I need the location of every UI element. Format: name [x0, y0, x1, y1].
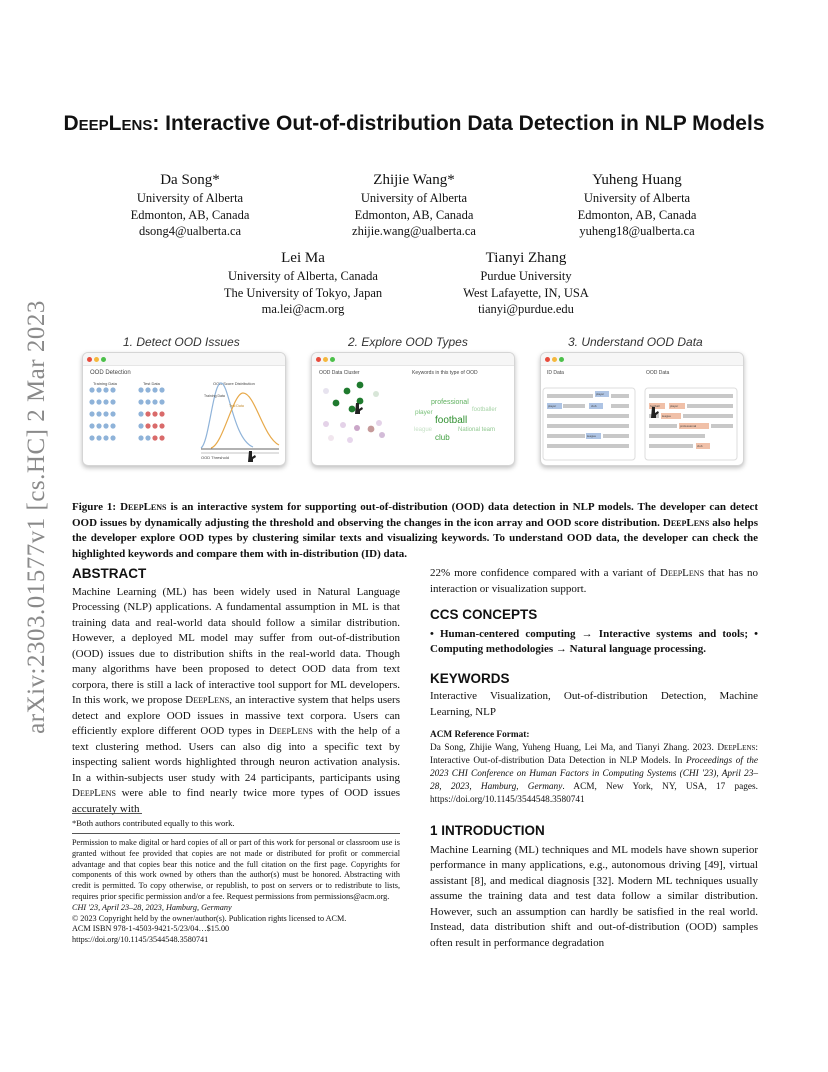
highlight-tag: league	[587, 434, 597, 438]
permission-rule	[72, 833, 400, 834]
doi-line: https://doi.org/10.1145/3544548.3580741	[72, 935, 209, 945]
keyword: footballer	[472, 407, 497, 413]
text-highlight-comparison	[541, 365, 743, 465]
ood-cluster-scatter	[312, 365, 412, 465]
panel-title: OOD Data Cluster	[319, 370, 360, 376]
author-name: Da Song*	[160, 172, 220, 188]
maximize-dot-icon	[559, 357, 564, 362]
legend-test: Test Data	[229, 404, 244, 408]
author-affiliation: Purdue University	[480, 269, 572, 283]
author-affiliation: University of Alberta	[583, 191, 691, 205]
author-block	[70, 170, 310, 240]
panel-title: OOD Data	[646, 370, 670, 376]
panel-column-label: Training Data	[93, 381, 117, 386]
keyword: professional	[431, 399, 469, 406]
acm-reference	[430, 729, 758, 807]
arxiv-identifier: arXiv:2303.01577v1 [cs.HC] 2 Mar 2023	[23, 300, 50, 734]
highlight-tag: professional	[680, 424, 697, 428]
author-location: Edmonton, AB, Canada	[354, 207, 474, 222]
close-dot-icon	[316, 357, 321, 362]
figure-step-label: 1. Detect OOD Issues	[123, 335, 240, 349]
author-email: tianyi@purdue.edu	[478, 302, 574, 316]
abstract-continuation: 22% more confidence compared with a variant of DeepLens that has no interaction or visualization support.	[430, 567, 758, 595]
author-affiliation: University of Alberta	[136, 191, 244, 205]
author-block	[406, 248, 646, 318]
figure-panel-understand	[540, 352, 744, 466]
author-affiliation: University of Alberta	[360, 191, 468, 205]
keyword: player	[415, 409, 433, 416]
caption-text: is an interactive system for supporting out-of-distribution (OOD) data detection in NLP models. The developer can detect OOD issues by dynamically adjusting the threshold and observing the changes in the icon array and OOD score distribution.	[72, 501, 758, 529]
keyword: football	[435, 415, 468, 426]
keywords-title: Keywords in this type of OOD	[412, 370, 478, 376]
panel-title: ID Data	[547, 370, 564, 376]
author-email: dsong4@ualberta.ca	[138, 224, 242, 238]
permission-text: Permission to make digital or hard copies of all or part of this work for personal or classroom use is granted without fee provided that copies are not made or distributed for profit or commercial advantage and that copies bear this notice and the full citation on the first page. Copyrights for components of this work owned by others than the author(s) must be honored. Abstracting with credit is permitted. To copy otherwise, or republish, to post on servers or to redistribute to lists, requires prior specific permission and/or a fee. Request permissions from permissions@acm.org.	[72, 838, 400, 901]
keyword: club	[435, 433, 450, 442]
conference-line: CHI '23, April 23–28, 2023, Hamburg, Germany	[72, 902, 232, 912]
footnote: *Both authors contributed equally to this work.	[72, 818, 235, 828]
minimize-dot-icon	[552, 357, 557, 362]
author-name: Yuheng Huang	[592, 172, 682, 188]
keyword: league	[414, 427, 433, 433]
title-system-name: DeepLens	[63, 112, 153, 135]
author-name: Tianyi Zhang	[485, 250, 567, 266]
maximize-dot-icon	[330, 357, 335, 362]
highlight-tag: club	[697, 444, 703, 448]
legend-training: Training Data	[204, 394, 225, 398]
author-block	[517, 170, 757, 240]
close-dot-icon	[87, 357, 92, 362]
acm-reference-text: Da Song, Zhijie Wang, Yuheng Huang, Lei Ma, and Tianyi Zhang. 2023. DeepLens: Interactive Out-of-distribution Data Detection in NLP Models. In Proceedings of the 2023 CHI Conference on Human Factors in Computing Systems (CHI '23), April 23–28, 2023, Hamburg, Germany. ACM, New York, NY, USA, 17 pages. https://doi.org/10.1145/3544548.3580741	[430, 743, 758, 805]
abstract-heading: ABSTRACT	[72, 566, 147, 581]
acm-reference-heading: ACM Reference Format:	[430, 730, 530, 740]
author-location: The University of Tokyo, Japan	[223, 285, 383, 300]
maximize-dot-icon	[101, 357, 106, 362]
keywords-heading: KEYWORDS	[430, 670, 510, 686]
training-icon-array	[89, 387, 115, 440]
isbn-line: ACM ISBN 978-1-4503-9421-5/23/04…$15.00	[72, 924, 230, 934]
caption-label: Figure 1:	[72, 501, 121, 513]
introduction-body: Machine Learning (ML) techniques and ML models have shown superior performance in many applications, e.g., autonomous driving [49], virtual assistant [8], and medical diagnosis [32]. Modern ML techniques usually assume the training data and test data follow a similar distribution. However, such an assumption can hardly be satisfied in the real world. Instead, data distribution shift and out-of-distribution (OOD) samples often result in performance degradation	[430, 843, 758, 949]
highlight-tag: league	[662, 414, 672, 418]
highlight-tag: player	[548, 404, 557, 408]
cursor-hand-icon	[248, 451, 256, 462]
highlight-tag: club	[591, 404, 597, 408]
author-block	[294, 170, 534, 240]
introduction-heading: 1 INTRODUCTION	[430, 823, 545, 838]
minimize-dot-icon	[94, 357, 99, 362]
figure-caption	[72, 500, 758, 562]
training-distribution-curve	[201, 383, 253, 448]
ccs-body: • Human-centered computing → Interactive systems and tools; • Computing methodologies → Natural language processing.	[430, 627, 758, 655]
author-email: yuheng18@ualberta.ca	[579, 224, 695, 238]
abstract-body: Machine Learning (ML) has been widely used in Natural Language Processing (NLP) applications. A fundamental assumption in ML is that training data and real-world data should follow a similar distribution. However, a deployed ML model may suffer from out-of-distribution (OOD) issues due to distribution shifts in the real-world data. Though many algorithms have been proposed to detect OOD data from text corpora, there is still a lack of interactive tool support for ML developers. In this work, we propose DeepLens, an interactive system that helps users detect and explore OOD issues in massive text corpora. Users can efficiently explore different OOD types in DeepLens with the help of a text clustering method. Users can also dig into a specific text by inspecting salient words highlighted through neuron activation analysis. In a within-subjects user study with 24 participants, participants using DeepLens were able to find nearly twice more types of OOD issues accurately with	[72, 585, 400, 815]
figure-step-label: 2. Explore OOD Types	[348, 335, 468, 349]
author-location: Edmonton, AB, Canada	[130, 207, 250, 222]
permission-block	[72, 838, 400, 946]
author-location: Edmonton, AB, Canada	[577, 207, 697, 222]
icon-array-and-distribution-chart	[83, 365, 285, 465]
author-name: Lei Ma	[281, 250, 325, 266]
cursor-hand-icon	[355, 403, 363, 414]
left-column	[72, 566, 400, 817]
keyword: National team	[458, 427, 496, 433]
caption-system-name: DeepLens	[120, 501, 167, 513]
paper-title	[60, 110, 768, 137]
threshold-label: OOD Threshold	[201, 455, 229, 460]
caption-system-name: DeepLens	[662, 516, 710, 529]
title-rest: : Interactive Out-of-distribution Data Detection in NLP Models	[152, 112, 765, 135]
minimize-dot-icon	[323, 357, 328, 362]
test-icon-array	[138, 387, 164, 440]
author-name: Zhijie Wang*	[373, 172, 455, 188]
figure-step-label: 3. Understand OOD Data	[568, 335, 703, 349]
author-email: zhijie.wang@ualberta.ca	[352, 224, 476, 238]
caption-text: also helps the developer explore OOD types by clustering similar texts and visualizing keywords. To understand OOD data, the developer can check the highlighted keywords and compare them with in-distribution (ID) data.	[72, 516, 758, 560]
author-email: ma.lei@acm.org	[261, 302, 345, 316]
panel-column-label: OOD Score Distribution	[213, 381, 255, 386]
highlight-tag: football	[650, 404, 660, 408]
keywords-body: Interactive Visualization, Out-of-distribution Detection, Machine Learning, NLP	[430, 690, 758, 718]
panel-title: OOD Detection	[90, 370, 131, 376]
panel-column-label: Test Data	[143, 381, 160, 386]
author-location: West Lafayette, IN, USA	[463, 285, 589, 300]
ccs-heading: CCS CONCEPTS	[430, 607, 538, 622]
author-affiliation: University of Alberta, Canada	[228, 269, 378, 283]
copyright-line: © 2023 Copyright held by the owner/author(s). Publication rights licensed to ACM.	[72, 913, 347, 923]
author-block	[183, 248, 423, 318]
figure-panel-explore	[311, 352, 515, 466]
highlight-tag: player	[670, 404, 679, 408]
right-column	[430, 566, 758, 951]
figure-panel-detect	[82, 352, 286, 466]
highlight-tag: player	[596, 392, 605, 396]
close-dot-icon	[545, 357, 550, 362]
footnote-rule	[72, 813, 142, 814]
